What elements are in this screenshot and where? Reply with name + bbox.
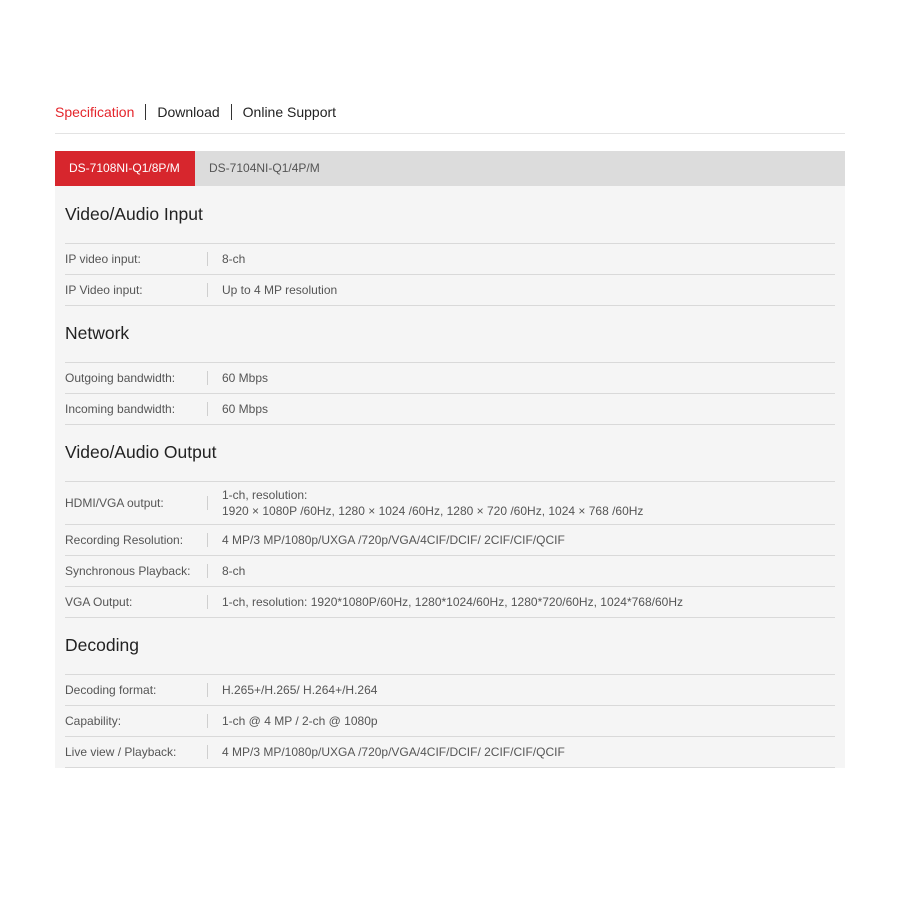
spec-label: Incoming bandwidth: (65, 402, 176, 416)
spec-row (65, 244, 835, 274)
spec-value: 8-ch (222, 252, 246, 266)
spec-label: HDMI/VGA output: (65, 496, 164, 510)
nav-underline (55, 133, 845, 134)
spec-label: Capability: (65, 714, 122, 728)
spec-row (65, 394, 835, 424)
divider (65, 424, 835, 425)
spec-row (65, 675, 835, 705)
tab-ds-7104ni[interactable]: DS-7104NI-Q1/4P/M (209, 161, 320, 175)
nav-divider (231, 104, 232, 120)
spec-row (65, 275, 835, 305)
spec-value-line-2: 1920 × 1080P /60Hz, 1280 × 1024 /60Hz, 1280 × 720 /60Hz, 1024 × 768 /60Hz (222, 504, 644, 518)
spec-value: 1-ch, resolution: 1920*1080P/60Hz, 1280*1024/60Hz, 1280*720/60Hz, 1024*768/60Hz (222, 595, 684, 609)
nav-download[interactable]: Download (157, 104, 220, 120)
column-divider (207, 564, 208, 578)
spec-label: VGA Output: (65, 595, 133, 609)
column-divider (207, 252, 208, 266)
nav-specification[interactable]: Specification (55, 104, 135, 120)
spec-value: 4 MP/3 MP/1080p/UXGA /720p/VGA/4CIF/DCIF/ 2CIF/CIF/QCIF (222, 533, 565, 547)
spec-row (65, 587, 835, 617)
spec-label: Live view / Playback: (65, 745, 177, 759)
spec-row (65, 737, 835, 767)
spec-row (65, 556, 835, 586)
spec-value: 1-ch @ 4 MP / 2-ch @ 1080p (222, 714, 378, 728)
divider (65, 305, 835, 306)
spec-row (65, 482, 835, 524)
spec-value: 1-ch, resolution: (222, 488, 308, 502)
spec-value: 60 Mbps (222, 371, 269, 385)
column-divider (207, 745, 208, 759)
spec-value: 60 Mbps (222, 402, 269, 416)
spec-panel (55, 186, 845, 768)
column-divider (207, 533, 208, 547)
column-divider (207, 402, 208, 416)
spec-label: IP video input: (65, 252, 141, 266)
nav-online-support[interactable]: Online Support (242, 104, 337, 120)
divider (65, 767, 835, 768)
spec-label: Recording Resolution: (65, 533, 184, 547)
column-divider (207, 683, 208, 697)
column-divider (207, 371, 208, 385)
section-title-network: Network (65, 323, 130, 343)
section-title-decoding: Decoding (65, 635, 139, 655)
spec-label: Decoding format: (65, 683, 157, 697)
page-nav (55, 104, 336, 120)
spec-value: 8-ch (222, 564, 246, 578)
spec-value: 4 MP/3 MP/1080p/UXGA /720p/VGA/4CIF/DCIF/ 2CIF/CIF/QCIF (222, 745, 565, 759)
column-divider (207, 283, 208, 297)
spec-row (65, 525, 835, 555)
model-tabs (55, 151, 845, 186)
nav-divider (145, 104, 146, 120)
column-divider (207, 595, 208, 609)
section-title-video-audio-output: Video/Audio Output (65, 442, 217, 462)
spec-label: Outgoing bandwidth: (65, 371, 176, 385)
spec-value: Up to 4 MP resolution (222, 283, 338, 297)
column-divider (207, 714, 208, 728)
column-divider (207, 496, 208, 510)
spec-label: Synchronous Playback: (65, 564, 191, 578)
spec-row (65, 706, 835, 736)
tab-ds-7108ni[interactable]: DS-7108NI-Q1/8P/M (55, 151, 195, 186)
divider (65, 617, 835, 618)
spec-value: H.265+/H.265/ H.264+/H.264 (222, 683, 378, 697)
spec-label: IP Video input: (65, 283, 143, 297)
section-title-video-audio-input: Video/Audio Input (65, 204, 203, 224)
spec-row (65, 363, 835, 393)
